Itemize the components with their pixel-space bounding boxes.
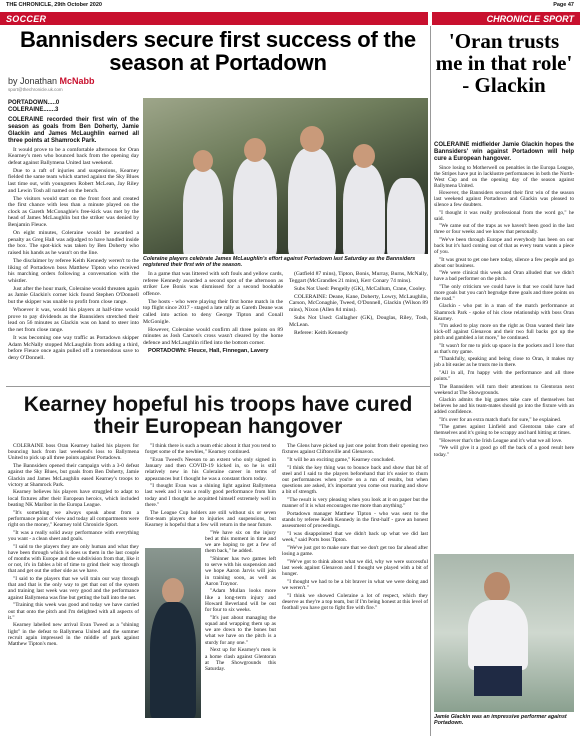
glackin-caption: Jamie Glackin was an impressive performer against Portadown. <box>434 714 567 727</box>
section-label: SOCCER <box>6 13 47 24</box>
story2-para: "It's just about managing the squad and wrapping them up as we are down to the bones but what we have on the pitch is a sturdy for any one." <box>205 614 276 646</box>
sidebar-para: "We came out of the traps as we haven't been good in the last three or four weeks and we know that personally. <box>434 223 574 236</box>
story1-col2 <box>143 271 283 356</box>
story2-para: The Glens have picked up just one point from their opening two fixtures against Cliftonville and Glenavon. <box>282 443 428 456</box>
story2-para: The Bannsiders opened their campaign with a 3-0 defeat against the Sky Blues, but goals from Ben Doherty, Jamie Glackin and James McLaughlin eased Kearney's troops to victory at Shamrock Park. <box>8 463 139 488</box>
story1-para: Just after the hour mark, Coleraine would threaten again as Jamie Glackin's corner kick found Stephen O'Donnell but the skipper was unable to profit from close range. <box>8 285 139 306</box>
sidebar-para: "We will give it a good go off the back of a good result here today." <box>434 445 574 458</box>
sidebar-para: "It was great to get one here today, silence a few people and go about our business. <box>434 256 574 269</box>
celebration-caption: Coleraine players celebrate James McLaughlin's effort against Portadown last Saturday as the Bannsiders registered their first win of the season. <box>143 256 416 269</box>
column-divider <box>430 26 431 736</box>
story1-lineup: PORTADOWN: Fleuce, Hall, Finnegan, Lavery <box>148 348 269 355</box>
story1-para: Whoever it was, would his players at half-time would prove to pay dividends as the Bannsiders stretched their lead on 56 minutes as Glackin was on hand to steer into the net from close range. <box>8 307 139 333</box>
story1-para: Due to a raft of injuries and suspensions, Kearney fielded the same team which started against the Sky Blues last time out, with youngsters Robert McLean, Jay Riley and Lewin Tosh all named on the bench. <box>8 167 139 194</box>
story1-para: Subs Not Used: Gallagher (GK), Douglas, Riley, Tosh, McLean. <box>289 315 428 328</box>
score-away: COLERAINE.......3 <box>8 107 59 113</box>
story2-para: "I said to the players that we will train our way through that and that is the only way to get that out of the system and training last week was very good and the performance against Ballymena was fine but getting the ball into the net. <box>8 576 139 601</box>
story2-para: "Adam Mullan looks more like a long-term injury and Howard Beverland will be out for four to six weeks. <box>205 588 276 614</box>
story-divider <box>6 386 430 387</box>
story2-para: "I was disappointed that we didn't back up what we did last week," said Ports boss Tipton. <box>282 531 428 544</box>
sidebar-body <box>434 142 574 459</box>
story2-para: "Training this week was good and today we have carried out that onto the pitch and I'm delighted with all aspects of it." <box>8 602 139 621</box>
story2-para: The League Cup holders are still without six or seven first-team players due to injuries and suspensions, but Kearney is hopeful that a few will return in the near future. <box>145 509 276 528</box>
glackin-photo <box>434 554 574 712</box>
story1-para: (Gatfield 87 mins), Tipton, Bonis, Murray, Burns, McNally, Teggart (McGrandles 21 mins), Kerr Conary 74 mins). <box>289 271 428 284</box>
story2-para: "Evan Tweed's Neeson to an extent who only signed in January and then COVID-19 kicked in, so he is still relatively new in his Coleraine career in terms of appearances but I thought he was a constant thorn today. <box>145 456 276 482</box>
story2-para: "It was a really solid away performance with everything you want - a clean sheet and goals. <box>8 529 139 542</box>
kearney-photo <box>145 548 201 718</box>
celebration-photo <box>143 98 428 254</box>
story2-para: Kearney labelled new arrival Evan Tweed as a "shining light" in the defeat to Ballymena United and the summer recruit again impressed in the middle of park against Matthew Tipton's men. <box>8 622 139 648</box>
story2-para: "I said to the players they are only human and what they have been through which is does us them in the last couple of months with Europe and the subdivision from that, like it or not, it's in fables a bit of time to grind their way through that and get out the other side as we have. <box>8 543 139 575</box>
story1-para: The visitors would start on the front foot and created the first chance with less than a minute played on the clock as Gareth McConaghie's free-kick was met by the head of James McLaughlin but the striker was denied by Benjamin Fleuce. <box>8 195 139 229</box>
sidebar-para: "The only criticism we could have is that we could have had more goals but you can't begrudge three goals and three points on the road." <box>434 283 574 302</box>
story1-headline: Bannisders secure first success of the season at Portadown <box>20 27 416 75</box>
story2-para: "The result is very pleasing when you look at it on paper but the manner of it is what encourages me more than anything." <box>282 497 428 510</box>
story2-para: "We have six on the injury bed at this moment in time and we are hoping to get a few of them back," he added. <box>205 529 276 555</box>
sidebar-para: "The games against Linfield and Glentoran take care of themselves and it's going to be scrappy and hard hitting at times. <box>434 424 574 437</box>
story2-col3 <box>282 443 428 613</box>
story2-para: "It will be an exciting game," Kearney concluded. <box>287 456 395 463</box>
story1-para: However, Coleraine would confirm all three points on 89 minutes as Josh Carson's cross wasn't cleared by the home defence and McLaughlin rifled into the bottom corner. <box>143 326 283 346</box>
paper-date: THE CHRONICLE, 29th October 2020 <box>6 2 102 8</box>
story2-para: "We've just got to make sure that we don't get too far ahead after losing a game. <box>282 545 428 558</box>
story1-byline <box>8 76 208 92</box>
story1-para: The disclaimer by referee Keith Kennedy weren't to the liking of Portadown boss Matthew Tipton who received his marching orders following a conversation with the whistler. <box>8 258 139 284</box>
brand-chronicle: CHRONICLE <box>486 13 541 24</box>
sidebar-para: Since losing to Motherwell on penalties in the Europa League, the Stripes have put in lacklustre performances in both the North-West Cup and on the opening day of the season against Ballymena United. <box>434 164 574 189</box>
story1-lead: COLERAINE recorded their first win of the season as goals from Ben Doherty, Jamie Glackin and James McLaughlin earned all three points at Shamrock Park. <box>8 117 139 144</box>
section-bar-right <box>432 12 580 25</box>
story2-para: "I think we showed Coleraine a lot of respect, which they deserve as they're a top team, but if I'm being honest at this level of football you have got to fight fire with fire." <box>282 592 428 612</box>
story2-para: Portadown manager Matthew Tipton - who was sent to the stands by referee Keith Kennedy in the first-half - gave an honest assessment of proceedings. <box>282 511 428 530</box>
sidebar-para: Glackin admits the big games take care of themselves but believes he and his team-mates should go into the fixture with an added confidence. <box>434 397 574 416</box>
story2-headline: Kearney hopeful his troops have cured their European hangover <box>23 393 413 438</box>
story1-para: The hosts - who were playing their first home match in the top flight since 2017 - staged a late rally as Gareth Deane was called into action to deny George Tipton and Conall McGonigle. <box>143 298 283 325</box>
sidebar-para: "It's over for an extra match that's for sure," he explained. <box>439 416 562 423</box>
sidebar-para: The Bannsiders will turn their attentions to Glentoran next weekend at The Showgrounds. <box>434 383 574 396</box>
sidebar-para: "I'm asked to play more on the right as Oran wanted their late kick-off against Glenavon and their two full backs got up the pitch and gambled a lot more," he continued. <box>434 323 574 342</box>
story2-para: "It's something we always speak about from a performance point of view and today all compartments were right on the money," Kearney told Chronicle Sport. <box>8 509 139 528</box>
byline-prefix: by Jonathan <box>8 76 60 86</box>
sidebar-headline: 'Oran trusts me in that role' - Glackin <box>435 29 573 97</box>
story2-para: "We've got to think about what we did, why we were successful last week against Glenavon and I thought we played with a bit of hunger. <box>282 558 428 578</box>
story2-para: Next up for Kearney's men is a home clash against Glentoran at The Showgrounds this Saturday. <box>205 647 276 672</box>
sidebar-para: "However that's the Irish League and it's what we all love. <box>439 437 563 444</box>
story1-referee: Referee: Keith Kennedy <box>294 329 349 336</box>
sidebar-para: "Thankfully, speaking and being close to Oran, it makes my job a bit easier as he trusts me in there. <box>434 356 574 369</box>
sidebar-para: Glackin - who put in a man of the match performance at Shamrock Park - spoke of his close relationship with boss Oran Kearney. <box>434 303 574 322</box>
story2-para: "I think the key thing was to bounce back and show that bit of steel and I said to the players beforehand that it's easier to churn out performances when you're on a run of results, but when questions are asked, it's important you come out roaring and show a bit of strength. <box>282 464 428 496</box>
story1-para: It was becoming one way traffic as Portadown skipper Adam McNally stopped McLaughlin from adding a third, before Fleuce once again pulled off a tremendous save to deny O'Donnell. <box>8 335 139 361</box>
story2-para: COLERAINE boss Oran Kearney hailed his players for bouncing back from last weekend's loss to Ballymena United to pick up all three points against Portadown. <box>8 443 139 462</box>
byline-email: sport@thechronicle.uk.com <box>8 87 63 92</box>
story1-col3 <box>289 271 428 338</box>
sidebar-para: "I thought it was really professional from the word go," he said. <box>434 209 574 222</box>
sidebar-para: "We were clinical this week and Oran alluded that we didn't have a bad performer on the pitch. <box>434 270 574 283</box>
story1-para: COLERAINE: Deane, Kane, Doherty, Lowry, McLaughlin, Carson, McConaghie, Tweed, O'Donnell, Glackin (Wilson 89 mins), Nixon (Allen 84 mins). <box>289 293 428 313</box>
story1-para: Subs Not Used: Pengelly (GK), McCallum, Crane, Cooley. <box>294 285 427 292</box>
sidebar-para: "All in all, I'm happy with the performance and all three points." <box>434 369 574 382</box>
story2-para: "I thought we had to be a bit braver in what we were doing and we weren't." <box>282 579 428 592</box>
section-bar <box>0 12 428 25</box>
story1-para: On eight minutes, Coleraine would be awarded a penalty as Greg Hall was adjudged to have handled inside the box. The spot-kick was taken by Ben Doherty who raised his hands as he wasn't on the line. <box>8 230 139 256</box>
sidebar-lead: COLERAINE midfielder Jamie Glackin hopes the Bannsiders' win against Portadown will help cure a European hangover. <box>434 142 574 162</box>
sidebar-para: "We've been through Europe and everybody has been on our back but it's hard coming out of that as every team wants a piece of you. <box>434 237 574 256</box>
sidebar-para: However, the Bannsiders secured their first win of the season last weekend against Portadown and Glackin was pleased to silence a few doubters. <box>434 190 574 209</box>
story2-para: Kearney believes his players have struggled to adapt to local fixtures after their European heroics, which included beating NK Maribor in the Europa League. <box>8 489 139 508</box>
score-home: PORTADOWN.....0 <box>8 100 60 106</box>
scoreline <box>8 100 138 114</box>
byline-author: McNabb <box>59 76 95 86</box>
story1-col1 <box>8 117 139 363</box>
story2-para: "I think there is such a team ethic about it that you tend to forget some of the newbies," Kearney continued. <box>145 443 276 456</box>
story2-col1 <box>8 443 139 649</box>
story1-para: In a game that was littered with soft fouls and yellow cards, referee Kennedy awarded a second spot of the afternoon as striker Lee Bonis was dismissed for a second bookable offence. <box>143 271 283 297</box>
page-header <box>6 2 574 12</box>
story1-para: It would prove to be a comfortable afternoon for Oran Kearney's men who bounced back from the opening day defeat against Ballymena United last weekend. <box>8 146 139 166</box>
brand-sport: SPORT <box>543 13 574 24</box>
story2-para: "Shinner has two games left to serve with his suspension and we hope Aaron Jarvis will join in training soon, as well as Aaron Traynor. <box>205 555 276 587</box>
page-number: Page 47 <box>553 2 574 8</box>
sidebar-para: "It wasn't for me to pick up space in the pockets and I love that as that's my game. <box>434 342 574 355</box>
story2-para: "I thought Evan was a shining light against Ballymena last week and it was a really good performance from him today and I thought he acquitted himself extremely well in there." <box>145 483 276 508</box>
